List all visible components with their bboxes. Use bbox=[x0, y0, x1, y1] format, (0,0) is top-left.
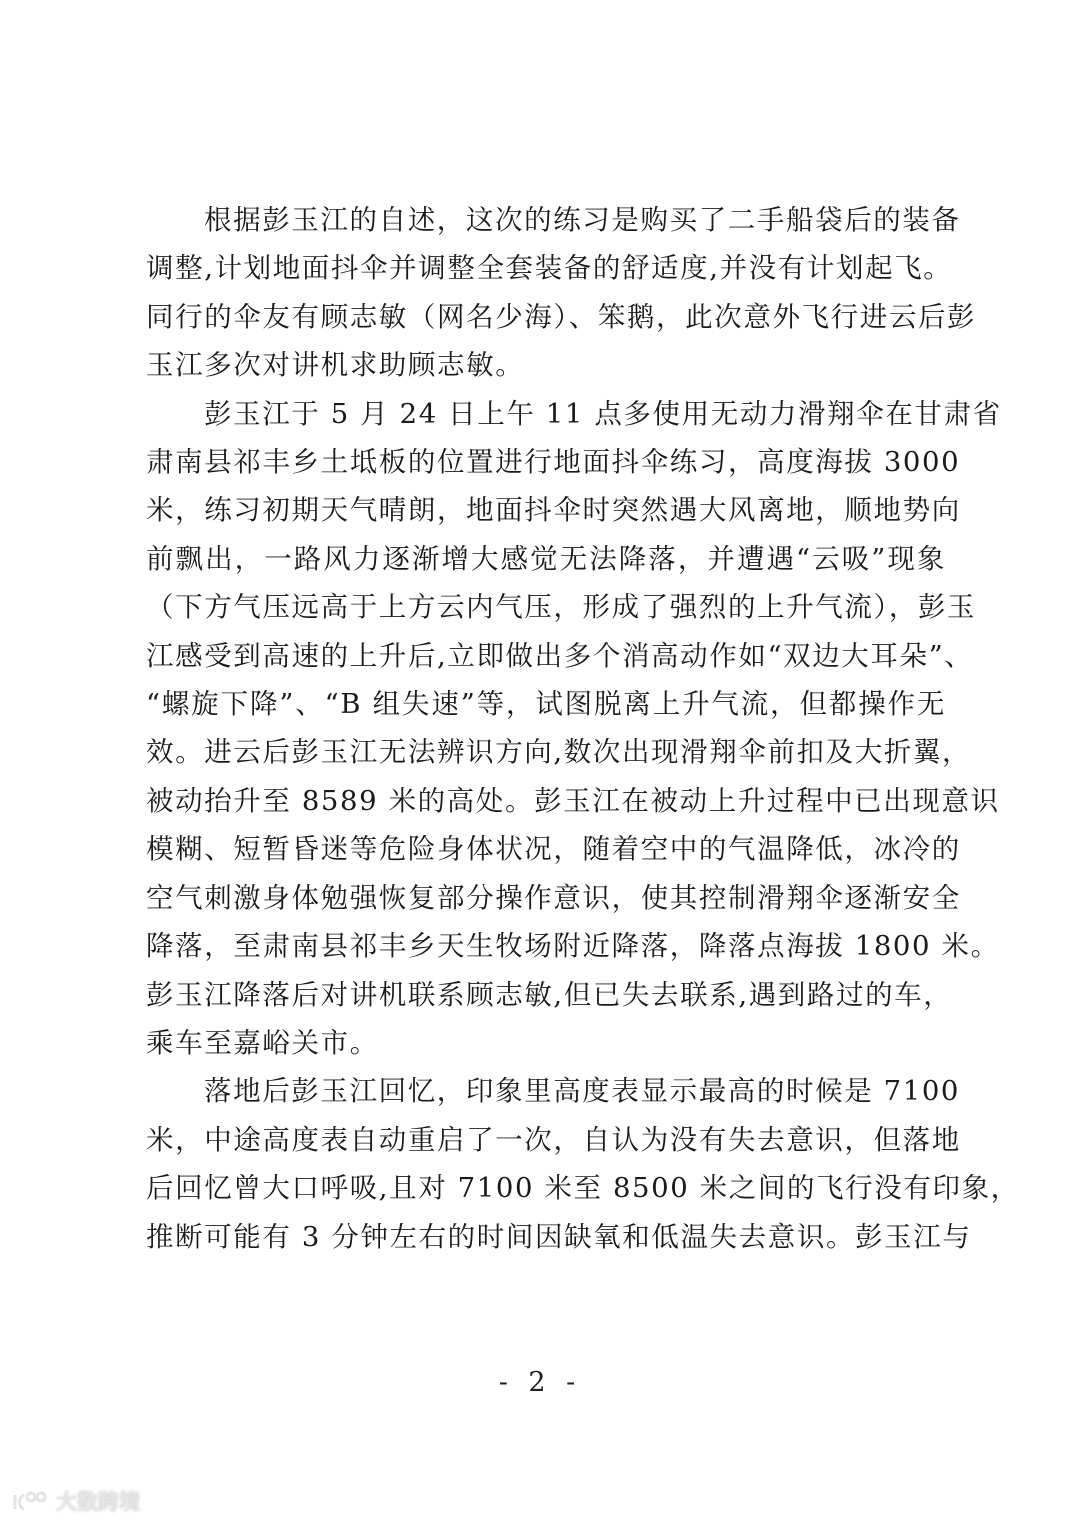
text-line: 江感受到高速的上升后,立即做出多个消高动作如“双边大耳朵”、 bbox=[146, 639, 974, 672]
page-number: - 2 - bbox=[498, 1367, 582, 1398]
text-line: 空气刺激身体勉强恢复部分操作意识，使其控制滑翔伞逐渐安全 bbox=[146, 881, 961, 914]
watermark bbox=[10, 1486, 140, 1516]
text-line: 落地后彭玉江回忆，印象里高度表显示最高的时候是 7100 bbox=[204, 1075, 961, 1108]
text-line: 同行的伞友有顾志敏（网名少海）、笨鹅，此次意外飞行进云后彭 bbox=[146, 300, 977, 333]
text-line: 彭玉江于 5 月 24 日上午 11 点多使用无动力滑翔伞在甘肃省 bbox=[204, 397, 1002, 430]
text-line: 彭玉江降落后对讲机联系顾志敏,但已失去联系,遇到路过的车， bbox=[146, 978, 953, 1011]
text-line: “螺旋下降”、“B 组失速”等，试图脱离上升气流，但都操作无 bbox=[146, 688, 946, 721]
text-line: 推断可能有 3 分钟左右的时间因缺氧和低温失去意识。彭玉江与 bbox=[146, 1220, 972, 1253]
watermark-text: 大数跨境 bbox=[56, 1490, 140, 1514]
text-line: 降落，至肃南县祁丰乡天生牧场附近降落，降落点海拔 1800 米。 bbox=[146, 930, 1000, 963]
document-body bbox=[146, 196, 1020, 1261]
text-line: （下方气压远高于上方云内气压，形成了强烈的上升气流），彭玉 bbox=[146, 591, 977, 624]
paragraph-incident-details bbox=[146, 390, 1002, 1068]
text-line: 玉江多次对讲机求助顾志敏。 bbox=[146, 349, 525, 382]
text-line: 乘车至嘉峪关市。 bbox=[146, 1026, 379, 1059]
text-line: 米，中途高度表自动重启了一次，自认为没有失去意识，但落地 bbox=[146, 1123, 961, 1156]
text-line: 根据彭玉江的自述，这次的练习是购买了二手船袋后的装备 bbox=[204, 204, 961, 236]
paragraph-self-account bbox=[146, 196, 977, 390]
text-line: 后回忆曾大口呼吸,且对 7100 米至 8500 米之间的飞行没有印象， bbox=[146, 1172, 1020, 1205]
text-line: 调整,计划地面抖伞并调整全套装备的舒适度,并没有计划起飞。 bbox=[146, 252, 953, 285]
text-line: 效。进云后彭玉江无法辨识方向,数次出现滑翔伞前扣及大折翼， bbox=[146, 736, 972, 769]
text-line: 模糊、短暂昏迷等危险身体状况，随着空中的气温降低，冰冷的 bbox=[146, 833, 961, 866]
text-line: 米，练习初期天气晴朗，地面抖伞时突然遇大风离地，顺地势向 bbox=[146, 494, 961, 527]
watermark-logo-icon bbox=[10, 1489, 50, 1513]
text-line: 肃南县祁丰乡土坻板的位置进行地面抖伞练习，高度海拔 3000 bbox=[146, 446, 961, 479]
text-line: 前飘出，一路风力逐渐增大感觉无法降落，并遭遇“云吸”现象 bbox=[146, 542, 946, 575]
text-line: 被动抬升至 8589 米的高处。彭玉江在被动上升过程中已出现意识 bbox=[146, 784, 1000, 817]
paragraph-recollection bbox=[146, 1067, 1020, 1261]
